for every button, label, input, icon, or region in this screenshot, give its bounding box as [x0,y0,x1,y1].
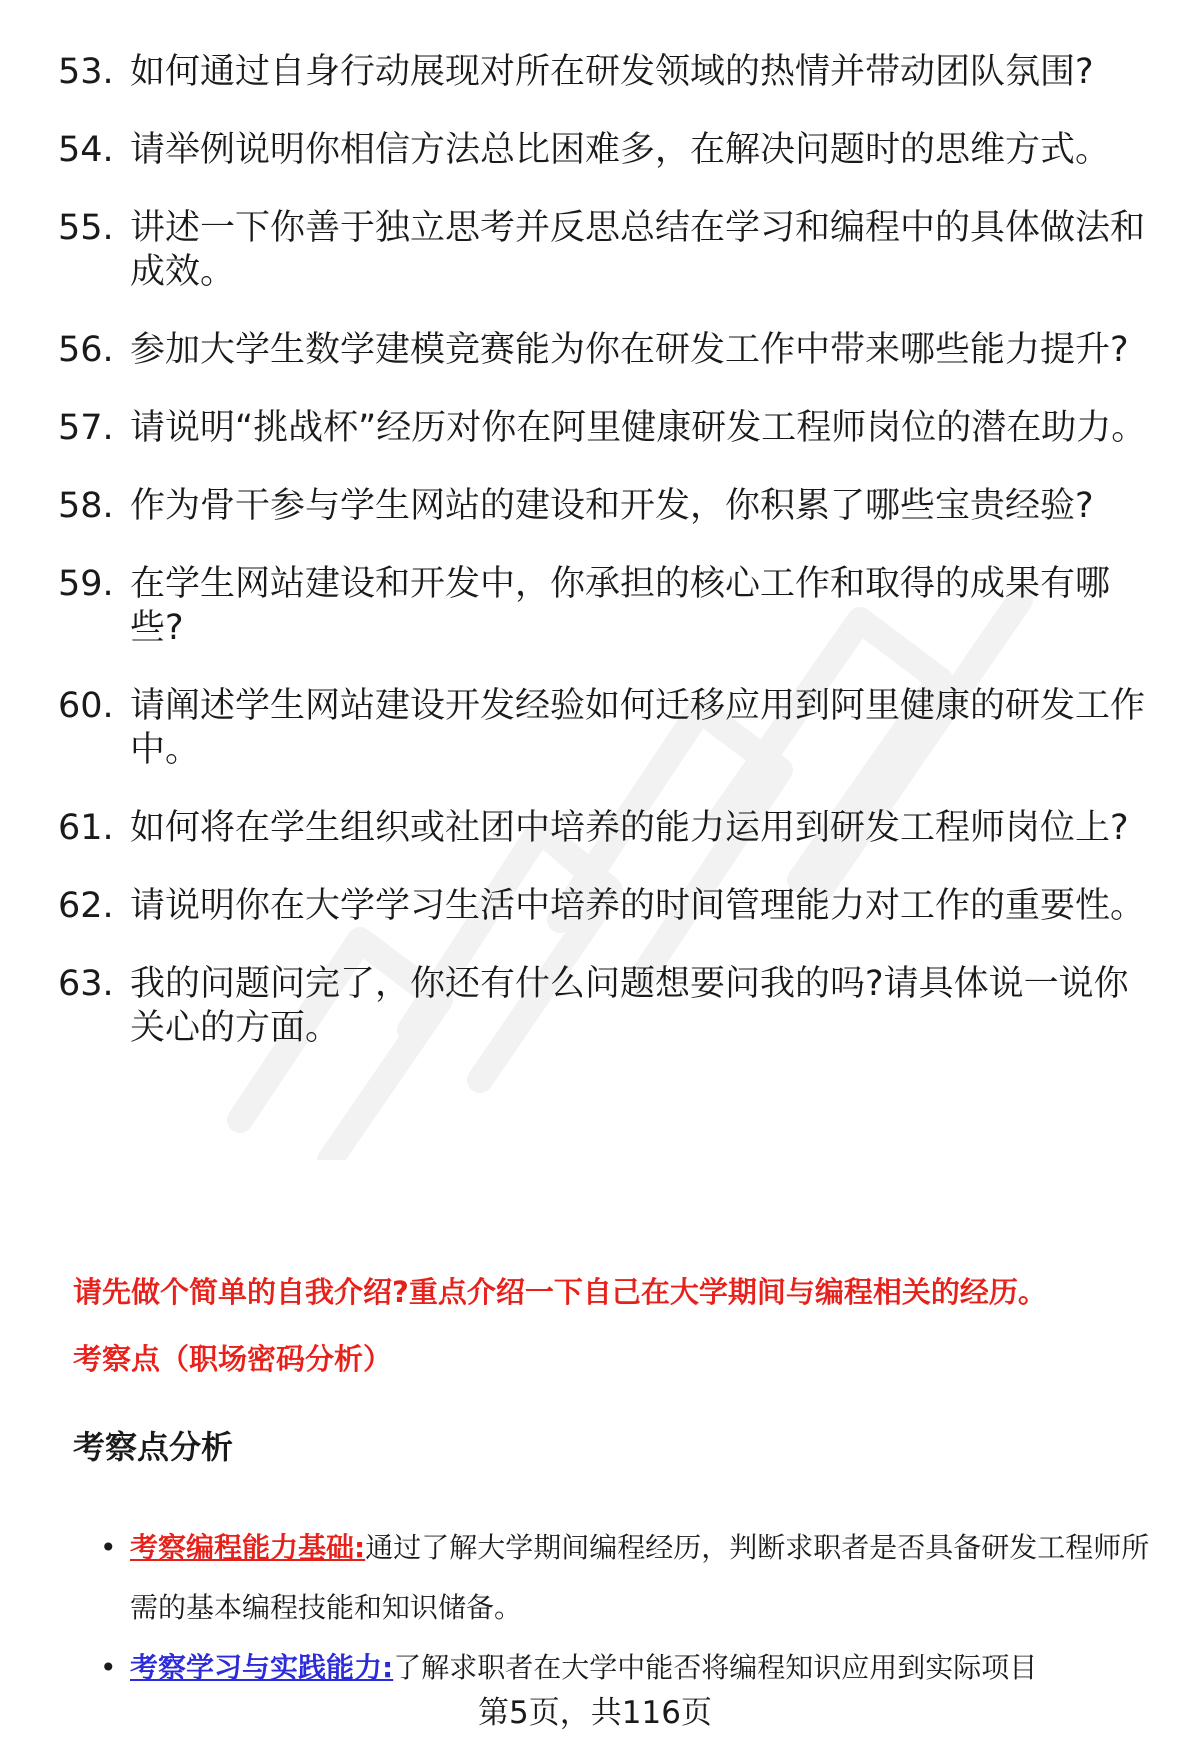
question-number: 56. [58,330,114,370]
question-text: 请举例说明你相信方法总比困难多，在解决问题时的思维方式。 [130,130,1111,170]
assessment-point-label: 考察点（职场密码分析） [73,1342,393,1376]
question-item [58,806,1153,850]
question-number: 62. [58,886,114,926]
question-number: 60. [58,686,114,726]
bullet-text: 了解求职者在大学中能否将编程知识应用到实际项目 [393,1651,1038,1684]
question-number: 55. [58,208,114,248]
question-text: 在学生网站建设和开发中，你承担的核心工作和取得的成果有哪些? [130,564,1111,648]
question-list [58,50,1153,1084]
question-item [58,206,1153,294]
question-item [58,684,1153,772]
question-text: 作为骨干参与学生网站的建设和开发，你积累了哪些宝贵经验? [130,486,1094,526]
analysis-bullet-list [100,1518,1160,1698]
question-text: 请阐述学生网站建设开发经验如何迁移应用到阿里健康的研发工作中。 [130,686,1146,770]
page-number-footer: 第5页，共116页 [478,1695,712,1731]
question-item [58,50,1153,94]
bullet-title: 考察编程能力基础: [130,1531,366,1564]
question-text: 如何将在学生组织或社团中培养的能力运用到研发工程师岗位上? [130,808,1129,848]
question-text: 如何通过自身行动展现对所在研发领域的热情并带动团队氛围? [130,52,1094,92]
question-text: 请说明“挑战杯”经历对你在阿里健康研发工程师岗位的潜在助力。 [130,408,1147,448]
highlighted-question: 请先做个简单的自我介绍?重点介绍一下自己在大学期间与编程相关的经历。 [73,1275,1047,1309]
analysis-bullet [100,1638,1160,1698]
question-item [58,328,1153,372]
analysis-bullet [100,1518,1160,1638]
question-number: 57. [58,408,114,448]
bullet-dot-icon: • [100,1531,117,1564]
question-number: 61. [58,808,114,848]
question-item [58,562,1153,650]
question-item [58,406,1153,450]
bullet-dot-icon: • [100,1651,117,1684]
bullet-title: 考察学习与实践能力: [130,1651,394,1684]
question-number: 59. [58,564,114,604]
question-text: 我的问题问完了，你还有什么问题想要问我的吗?请具体说一说你关心的方面。 [130,964,1129,1048]
question-number: 53. [58,52,114,92]
question-number: 58. [58,486,114,526]
question-item [58,884,1153,928]
question-item [58,484,1153,528]
question-number: 63. [58,964,114,1004]
analysis-heading: 考察点分析 [73,1428,234,1466]
question-text: 参加大学生数学建模竞赛能为你在研发工作中带来哪些能力提升? [130,330,1129,370]
question-item [58,962,1153,1050]
question-number: 54. [58,130,114,170]
question-item [58,128,1153,172]
question-text: 讲述一下你善于独立思考并反思总结在学习和编程中的具体做法和成效。 [130,208,1146,292]
bullet-text: 通过了解大学期间编程经历，判断求职者是否具备研发工程师所需的基本编程技能和知识储备。 [130,1531,1150,1624]
question-text: 请说明你在大学学习生活中培养的时间管理能力对工作的重要性。 [130,886,1146,926]
